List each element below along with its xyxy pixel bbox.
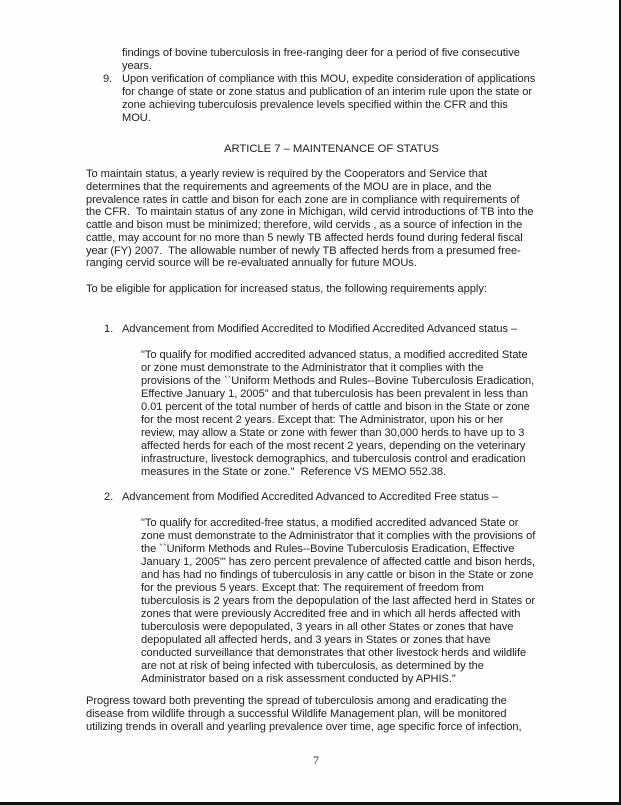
text-line: ranging cervid source will be re-evaluated annually for future MOUs. <box>86 257 417 269</box>
list-number: 2. <box>104 491 114 503</box>
requirement-title: Advancement from Modified Accredited to Modified Accredited Advanced status – <box>122 323 518 335</box>
text-line: zone achieving tuberculosis prevalence levels specified within the CFR and this <box>122 99 508 111</box>
list-number: 9. <box>103 73 113 85</box>
text-line: Progress toward both preventing the spread of tuberculosis among and eradicating the <box>86 695 507 707</box>
text-line: the CFR. To maintain status of any zone in Michigan, wild cervid introductions of TB into the <box>86 206 534 218</box>
text-line: measures in the State or zone." Reference VS MEMO 552.38. <box>141 466 447 478</box>
text-line: cattle, may account for no more than 5 newly TB affected herds found during federal fiscal <box>86 232 523 244</box>
text-line: disease from wildlife through a successful Wildlife Management plan, will be monitored <box>86 708 507 720</box>
text-line: tuberculosis were depopulated, 3 years in all other States or zones that have <box>141 621 514 633</box>
text-line: Administrator based on a risk assessment conducted by APHIS." <box>141 673 456 685</box>
text-line: determines that the requirements and agreements of the MOU are in place, and the <box>86 181 492 193</box>
text-line: or zone must demonstrate to the Administrator that it complies with the <box>141 362 484 374</box>
text-line: 0.01 percent of the total number of herds of cattle and bison in the State or zone <box>141 401 530 413</box>
text-line: Effective January 1, 2005" and that tuberculosis has been prevalent in less than <box>141 388 529 400</box>
page-number: 7 <box>313 753 319 767</box>
text-line: review, may allow a State or zone with fewer than 30,000 herds to have up to 3 <box>141 427 525 439</box>
paragraph-eligibility: To be eligible for application for increased status, the following requirements apply: <box>86 283 487 295</box>
text-line: for the most recent 2 years. Except that: The Administrator, upon his or her <box>141 414 504 426</box>
text-line: "To qualify for modified accredited advanced status, a modified accredited State <box>141 349 528 361</box>
text-line: conducted surveillance that demonstrates that other livestock herds and wildlife <box>141 647 527 659</box>
text-line: findings of bovine tuberculosis in free-ranging deer for a period of five consecutive <box>122 47 520 59</box>
text-line: the ``Uniform Methods and Rules--Bovine Tuberculosis Eradication, Effective <box>141 543 515 555</box>
text-line: January 1, 2005'" has zero percent prevalence of affected cattle and bison herds, <box>141 556 536 568</box>
list-number: 1. <box>104 323 114 335</box>
text-line: utilizing trends in overall and yearling prevalence over time, age specific force of infection, <box>86 721 522 733</box>
text-line: infrastructure, livestock demographics, and tuberculosis control and eradication <box>141 453 526 465</box>
text-line: MOU. <box>122 112 151 124</box>
text-line: zones that were previously Accredited free and in which all herds affected with <box>141 608 521 620</box>
text-line: are not at risk of being infected with tuberculosis, as determined by the <box>141 660 484 672</box>
text-line: depopulated all affected herds, and 3 years in States or zones that have <box>141 634 491 646</box>
text-line: year (FY) 2007. The allowable number of newly TB affected herds from a presumed free- <box>86 244 521 257</box>
text-line: To maintain status, a yearly review is required by the Cooperators and Service that <box>86 168 487 180</box>
text-line: tuberculosis is 2 years from the depopulation of the last affected herd in States or <box>141 595 535 607</box>
text-line: for change of state or zone status and publication of an interim rule upon the state or <box>122 86 533 98</box>
text-line: affected herds for each of the most recent 2 years, depending on the veterinary <box>141 440 526 452</box>
text-line: zone must demonstrate to the Administrator that it complies with the provisions of <box>141 530 536 542</box>
text-line: cattle and bison must be minimized; therefore, wild cervids , as a source of infection in the <box>86 219 523 231</box>
article-heading: ARTICLE 7 – MAINTENANCE OF STATUS <box>224 143 439 155</box>
text-line: years. <box>122 60 152 72</box>
text-line: "To qualify for accredited-free status, a modified accredited advanced State or <box>141 517 519 529</box>
text-line: prevalence rates in cattle and bison for each zone are in compliance with requirements of <box>86 193 520 206</box>
text-line: for the previous 5 years. Except that: The requirement of freedom from <box>141 582 484 594</box>
text-line: provisions of the ``Uniform Methods and Rules--Bovine Tuberculosis Eradication, <box>141 375 535 387</box>
text-line: Upon verification of compliance with this MOU, expedite consideration of applications <box>122 73 536 85</box>
requirement-title: Advancement from Modified Accredited Advanced to Accredited Free status – <box>122 491 499 503</box>
text-line: and has had no findings of tuberculosis in any cattle or bison in the State or zone <box>141 569 534 581</box>
